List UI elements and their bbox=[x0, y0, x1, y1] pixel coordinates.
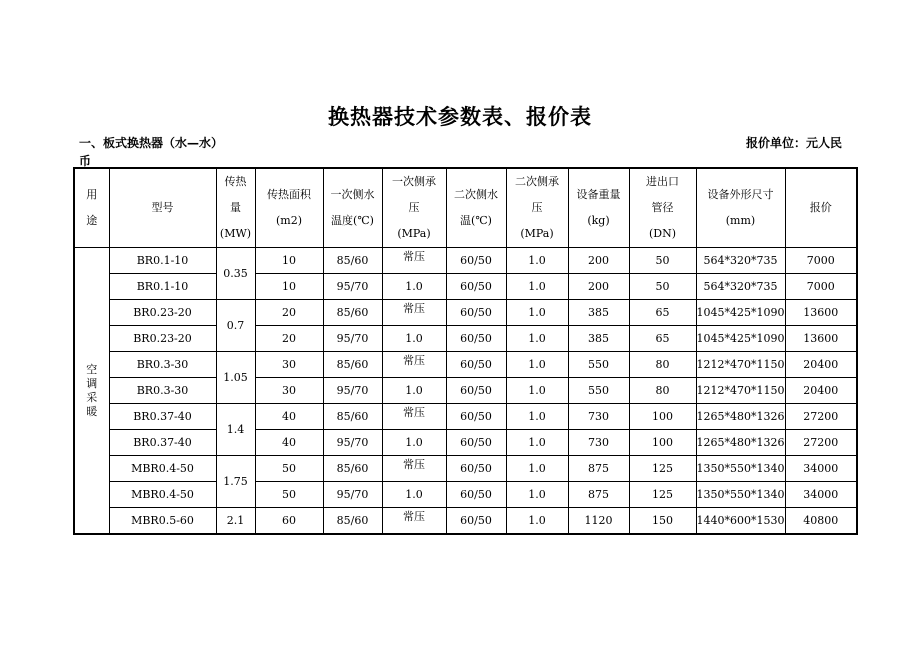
cell-price: 13600 bbox=[785, 326, 857, 352]
cell-secondary-pressure: 1.0 bbox=[506, 404, 568, 430]
cell-secondary-temp: 60/50 bbox=[446, 430, 506, 456]
cell-model: BR0.37-40 bbox=[109, 404, 216, 430]
cell-area: 30 bbox=[255, 352, 323, 378]
cell-secondary-temp: 60/50 bbox=[446, 404, 506, 430]
cell-primary-pressure bbox=[382, 300, 446, 326]
cell-secondary-pressure: 1.0 bbox=[506, 274, 568, 300]
cell-primary-temp: 85/60 bbox=[323, 300, 382, 326]
cell-area: 20 bbox=[255, 300, 323, 326]
cell-secondary-temp: 60/50 bbox=[446, 326, 506, 352]
cell-secondary-temp: 60/50 bbox=[446, 248, 506, 274]
cell-value: 常压 bbox=[403, 301, 425, 315]
cell-model: MBR0.5-60 bbox=[109, 508, 216, 535]
cell-secondary-pressure: 1.0 bbox=[506, 326, 568, 352]
cell-weight: 1120 bbox=[568, 508, 629, 535]
cell-model: BR0.3-30 bbox=[109, 352, 216, 378]
cell-secondary-pressure: 1.0 bbox=[506, 456, 568, 482]
cell-primary-pressure bbox=[382, 482, 446, 508]
cell-secondary-pressure: 1.0 bbox=[506, 248, 568, 274]
cell-port: 80 bbox=[629, 352, 696, 378]
cell-model: BR0.23-20 bbox=[109, 300, 216, 326]
cell-model: BR0.1-10 bbox=[109, 248, 216, 274]
cell-primary-pressure bbox=[382, 352, 446, 378]
header-usage: 用 途 bbox=[74, 168, 109, 248]
header-price: 报价 bbox=[785, 168, 857, 248]
cell-price: 7000 bbox=[785, 248, 857, 274]
cell-weight: 875 bbox=[568, 456, 629, 482]
usage-char: 调 bbox=[86, 376, 98, 390]
cell-area: 60 bbox=[255, 508, 323, 535]
cell-value: 1.0 bbox=[405, 331, 423, 345]
cell-primary-temp: 85/60 bbox=[323, 456, 382, 482]
usage-char: 暖 bbox=[86, 404, 98, 418]
cell-primary-pressure bbox=[382, 404, 446, 430]
cell-dimensions: 1212*470*1150 bbox=[696, 378, 785, 404]
cell-model: BR0.37-40 bbox=[109, 430, 216, 456]
cell-primary-temp: 85/60 bbox=[323, 508, 382, 535]
cell-weight: 200 bbox=[568, 274, 629, 300]
cell-port: 50 bbox=[629, 274, 696, 300]
cell-secondary-pressure: 1.0 bbox=[506, 300, 568, 326]
price-unit-label: 报价单位：元人民 bbox=[746, 136, 843, 150]
cell-secondary-temp: 60/50 bbox=[446, 274, 506, 300]
cell-area: 10 bbox=[255, 248, 323, 274]
cell-value: 常压 bbox=[403, 353, 425, 367]
cell-model: MBR0.4-50 bbox=[109, 456, 216, 482]
table-row bbox=[74, 248, 857, 274]
table-row bbox=[74, 482, 857, 508]
section-heading: 一、板式换热器（水—水） bbox=[79, 136, 224, 150]
cell-capacity: 0.35 bbox=[216, 248, 255, 300]
table-row bbox=[74, 456, 857, 482]
cell-port: 50 bbox=[629, 248, 696, 274]
cell-dimensions: 1350*550*1340 bbox=[696, 482, 785, 508]
cell-secondary-pressure: 1.0 bbox=[506, 378, 568, 404]
cell-secondary-pressure: 1.0 bbox=[506, 430, 568, 456]
cell-area: 40 bbox=[255, 430, 323, 456]
cell-primary-pressure bbox=[382, 508, 446, 535]
table-row bbox=[74, 404, 857, 430]
usage-char: 空 bbox=[86, 362, 98, 376]
cell-price: 40800 bbox=[785, 508, 857, 535]
cell-secondary-temp: 60/50 bbox=[446, 378, 506, 404]
cell-area: 50 bbox=[255, 482, 323, 508]
cell-port: 125 bbox=[629, 456, 696, 482]
cell-weight: 730 bbox=[568, 404, 629, 430]
cell-port: 65 bbox=[629, 326, 696, 352]
cell-weight: 385 bbox=[568, 300, 629, 326]
cell-area: 20 bbox=[255, 326, 323, 352]
cell-value: 常压 bbox=[403, 457, 425, 471]
cell-weight: 730 bbox=[568, 430, 629, 456]
cell-price: 20400 bbox=[785, 352, 857, 378]
cell-primary-pressure bbox=[382, 430, 446, 456]
cell-port: 80 bbox=[629, 378, 696, 404]
header-capacity: 传热 量 (MW) bbox=[216, 168, 255, 248]
table-row bbox=[74, 352, 857, 378]
price-unit-label-wrap: 币 bbox=[79, 154, 92, 168]
cell-value: 1.0 bbox=[405, 383, 423, 397]
cell-value: 1.0 bbox=[405, 487, 423, 501]
spec-price-table bbox=[73, 167, 858, 535]
header-port: 进出口 管径 (DN) bbox=[629, 168, 696, 248]
cell-primary-pressure bbox=[382, 378, 446, 404]
header-secondary-pressure: 二次侧承 压 (MPa) bbox=[506, 168, 568, 248]
cell-capacity: 1.4 bbox=[216, 404, 255, 456]
cell-weight: 200 bbox=[568, 248, 629, 274]
header-primary-temp: 一次侧水 温度(℃) bbox=[323, 168, 382, 248]
cell-price: 13600 bbox=[785, 300, 857, 326]
cell-secondary-pressure: 1.0 bbox=[506, 352, 568, 378]
cell-secondary-temp: 60/50 bbox=[446, 300, 506, 326]
cell-dimensions: 1265*480*1326 bbox=[696, 404, 785, 430]
table-row bbox=[74, 508, 857, 535]
cell-secondary-temp: 60/50 bbox=[446, 456, 506, 482]
cell-capacity: 2.1 bbox=[216, 508, 255, 535]
table-row bbox=[74, 430, 857, 456]
header-area: 传热面积 (m2) bbox=[255, 168, 323, 248]
cell-primary-temp: 95/70 bbox=[323, 326, 382, 352]
cell-port: 65 bbox=[629, 300, 696, 326]
cell-value: 1.0 bbox=[405, 435, 423, 449]
table-header-row bbox=[74, 168, 857, 248]
cell-secondary-temp: 60/50 bbox=[446, 508, 506, 535]
cell-secondary-pressure: 1.0 bbox=[506, 482, 568, 508]
cell-primary-temp: 85/60 bbox=[323, 404, 382, 430]
cell-primary-temp: 95/70 bbox=[323, 482, 382, 508]
cell-secondary-temp: 60/50 bbox=[446, 482, 506, 508]
cell-dimensions: 1212*470*1150 bbox=[696, 352, 785, 378]
cell-capacity: 0.7 bbox=[216, 300, 255, 352]
cell-weight: 385 bbox=[568, 326, 629, 352]
cell-primary-pressure bbox=[382, 248, 446, 274]
table-row bbox=[74, 300, 857, 326]
cell-price: 7000 bbox=[785, 274, 857, 300]
cell-weight: 550 bbox=[568, 352, 629, 378]
header-primary-pressure: 一次侧承 压 (MPa) bbox=[382, 168, 446, 248]
cell-area: 10 bbox=[255, 274, 323, 300]
cell-weight: 875 bbox=[568, 482, 629, 508]
cell-primary-temp: 85/60 bbox=[323, 352, 382, 378]
cell-primary-temp: 95/70 bbox=[323, 430, 382, 456]
cell-port: 100 bbox=[629, 404, 696, 430]
cell-weight: 550 bbox=[568, 378, 629, 404]
cell-area: 30 bbox=[255, 378, 323, 404]
cell-dimensions: 1045*425*1090 bbox=[696, 300, 785, 326]
cell-secondary-pressure: 1.0 bbox=[506, 508, 568, 535]
cell-dimensions: 1350*550*1340 bbox=[696, 456, 785, 482]
cell-area: 40 bbox=[255, 404, 323, 430]
header-model: 型号 bbox=[109, 168, 216, 248]
cell-price: 20400 bbox=[785, 378, 857, 404]
usage-char: 采 bbox=[86, 390, 98, 404]
cell-value: 常压 bbox=[403, 249, 425, 263]
header-dimensions: 设备外形尺寸 (mm) bbox=[696, 168, 785, 248]
cell-dimensions: 564*320*735 bbox=[696, 248, 785, 274]
cell-primary-temp: 95/70 bbox=[323, 274, 382, 300]
cell-price: 27200 bbox=[785, 404, 857, 430]
table-row bbox=[74, 274, 857, 300]
cell-dimensions: 1045*425*1090 bbox=[696, 326, 785, 352]
cell-port: 125 bbox=[629, 482, 696, 508]
cell-model: BR0.1-10 bbox=[109, 274, 216, 300]
cell-area: 50 bbox=[255, 456, 323, 482]
cell-primary-temp: 85/60 bbox=[323, 248, 382, 274]
cell-primary-pressure bbox=[382, 456, 446, 482]
cell-dimensions: 564*320*735 bbox=[696, 274, 785, 300]
cell-primary-pressure bbox=[382, 274, 446, 300]
usage-cell bbox=[74, 248, 109, 535]
cell-model: BR0.23-20 bbox=[109, 326, 216, 352]
header-weight: 设备重量 (kg) bbox=[568, 168, 629, 248]
cell-capacity: 1.75 bbox=[216, 456, 255, 508]
table-row bbox=[74, 326, 857, 352]
cell-dimensions: 1265*480*1326 bbox=[696, 430, 785, 456]
cell-port: 100 bbox=[629, 430, 696, 456]
cell-price: 34000 bbox=[785, 456, 857, 482]
cell-primary-pressure bbox=[382, 326, 446, 352]
cell-value: 1.0 bbox=[405, 279, 423, 293]
cell-price: 34000 bbox=[785, 482, 857, 508]
cell-dimensions: 1440*600*1530 bbox=[696, 508, 785, 535]
cell-price: 27200 bbox=[785, 430, 857, 456]
cell-port: 150 bbox=[629, 508, 696, 535]
cell-value: 常压 bbox=[403, 509, 425, 523]
cell-primary-temp: 95/70 bbox=[323, 378, 382, 404]
document-title: 换热器技术参数表、报价表 bbox=[328, 105, 592, 129]
cell-capacity: 1.05 bbox=[216, 352, 255, 404]
header-secondary-temp: 二次侧水 温(℃) bbox=[446, 168, 506, 248]
cell-secondary-temp: 60/50 bbox=[446, 352, 506, 378]
cell-value: 常压 bbox=[403, 405, 425, 419]
cell-model: MBR0.4-50 bbox=[109, 482, 216, 508]
cell-model: BR0.3-30 bbox=[109, 378, 216, 404]
table-row bbox=[74, 378, 857, 404]
